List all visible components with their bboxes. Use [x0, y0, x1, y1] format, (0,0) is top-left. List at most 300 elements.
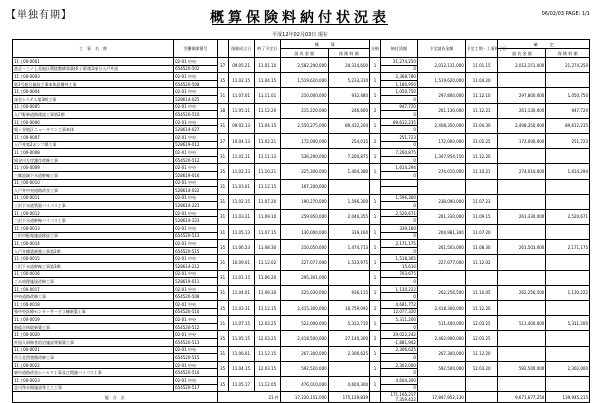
- insurance-number: 02-01 中央: [174, 88, 218, 96]
- total-row: [13, 392, 590, 403]
- final-premium: [546, 270, 590, 285]
- insurance-number: 02-01 中央: [174, 301, 218, 309]
- table-row: [13, 88, 590, 96]
- class-code: 35: [217, 301, 228, 316]
- completion-date: 12.03.20: [465, 361, 498, 376]
- project-code: 11工00-0010: [13, 179, 174, 187]
- final-premium: [546, 376, 590, 391]
- installment: [370, 179, 381, 194]
- end-date: 11.11.13: [254, 149, 280, 164]
- final-premium: 2,520,671: [546, 209, 590, 224]
- final-contract: 172,000,000: [498, 133, 546, 148]
- final-premium: [546, 149, 590, 164]
- completion-date: 11.07.20: [465, 225, 498, 240]
- planned-contract: 267,300,000: [417, 346, 465, 361]
- table-body: [13, 58, 590, 403]
- insurance-number-sub: 528614-223: [174, 217, 218, 225]
- estimate-premium: 339,160: [328, 225, 369, 240]
- final-premium: 1,614,294: [546, 164, 590, 179]
- establish-date: 11.03.31: [228, 301, 254, 316]
- installment: 1: [370, 240, 381, 255]
- project-code: 11工00-0021: [13, 346, 174, 354]
- total-planned: 17,847,952,130: [417, 392, 465, 403]
- final-premium: [546, 179, 590, 194]
- project-name: 第1号総合施設工事本体設備外工事: [13, 80, 174, 88]
- insurance-number: 02-01 中央: [174, 316, 218, 324]
- insurance-number: 02-01 中央: [174, 164, 218, 172]
- paid-amount: 1,614,294: [380, 164, 417, 172]
- estimate-premium: 4,604,300: [328, 376, 369, 391]
- establish-date: 11.05.11: [228, 103, 254, 118]
- final-premium: [546, 225, 590, 240]
- table-row: [13, 133, 590, 141]
- estimate-premium: 27,140,300: [328, 331, 369, 346]
- completion-date: 11.10.05: [465, 285, 498, 300]
- total-count: 23 件: [217, 392, 280, 403]
- project-name: 洗足・三ノ上北地区環境整備事業(6工事)第2部分入戸井設: [13, 65, 174, 73]
- estimate-contract: 267,300,000: [280, 346, 328, 361]
- project-code: 11工00-0004: [13, 88, 174, 96]
- project-code: 11工00-0005: [13, 103, 174, 111]
- installment: 1: [370, 316, 381, 331]
- col-kanryo: 予定工期・工事終了日: [465, 40, 498, 58]
- final-contract: 261,503,000: [498, 240, 546, 255]
- final-contract: 2,408,350,000: [498, 118, 546, 133]
- insurance-number: 02-01 中央: [174, 331, 218, 339]
- project-name: 県中央医療センターサービス棟新築工事: [13, 308, 174, 316]
- paid-amount: 2,368,780: [380, 73, 417, 81]
- establish-date: 11.03.01: [228, 179, 254, 194]
- insurance-number-sub: 528614-212: [174, 263, 218, 271]
- insurance-number: 02-01 中央: [174, 103, 218, 111]
- paid-amount: 4,681,772: [380, 301, 417, 309]
- final-contract: [498, 376, 546, 391]
- installment: 1: [370, 376, 381, 391]
- project-name: 三沢下水道幹線工事第3期: [13, 263, 174, 271]
- paid-amount: 2,306,625: [380, 346, 417, 354]
- estimate-premium: 1,474,713: [328, 240, 369, 255]
- paid-amount: 1,130,222: [380, 285, 417, 293]
- estimate-premium: 89,432,204: [328, 118, 369, 133]
- balance: 0: [380, 65, 417, 73]
- balance: 15,610: [380, 263, 417, 271]
- establish-date: 09.02.13: [228, 118, 254, 133]
- class-code: 31: [217, 88, 228, 103]
- final-premium: 1,130,222: [546, 285, 590, 300]
- completion-date: 12.03.25: [465, 331, 498, 346]
- payment-status-table: [12, 39, 590, 403]
- estimate-contract: 1,519,620,000: [280, 73, 328, 88]
- insurance-number-sub: 654520-512: [174, 156, 218, 164]
- table-row: [13, 194, 590, 202]
- completion-date: 11.02.25: [465, 133, 498, 148]
- insurance-number-sub: 654520-517: [174, 384, 218, 392]
- completion-date: 11.12.23: [465, 103, 498, 118]
- establish-date: 10.09.01: [228, 255, 254, 270]
- estimate-contract: 210,000,000: [280, 88, 328, 103]
- project-code: 11工00-0009: [13, 164, 174, 172]
- establish-date: 11.07.15: [228, 316, 254, 331]
- final-contract: [498, 179, 546, 194]
- balance: 0: [380, 202, 417, 210]
- final-premium: 2,171,175: [546, 240, 590, 255]
- establish-date: 11.05.13: [228, 225, 254, 240]
- col-yotei: 終了予定日: [254, 40, 280, 58]
- project-code: 11工00-0014: [13, 240, 174, 248]
- project-code: 11工00-0020: [13, 331, 174, 339]
- completion-date: 11.01.15: [465, 58, 498, 73]
- paid-amount: 7,260,875: [380, 149, 417, 157]
- planned-contract: [417, 179, 465, 194]
- project-code: 11工00-0011: [13, 194, 174, 202]
- establish-date: 11.01.11: [228, 149, 254, 164]
- paid-amount: 4,604,300: [380, 376, 417, 384]
- estimate-contract: 190,270,000: [280, 194, 328, 209]
- estimate-contract: 210,050,000: [280, 240, 328, 255]
- completion-date: 11.08.30: [465, 240, 498, 255]
- completion-date: 12.03.25: [465, 316, 498, 331]
- planned-contract: 592,500,000: [417, 361, 465, 376]
- col-kakutei-hoken: 保 険 料 額: [546, 49, 590, 58]
- table-row: [13, 285, 590, 293]
- project-name: 市立北図書館改修工事: [13, 354, 174, 362]
- project-name: 三沢下水道管渠バイパス工事: [13, 202, 174, 210]
- insurance-number: 02-01 中央: [174, 376, 218, 384]
- estimate-premium: 5,312,710: [328, 316, 369, 331]
- final-contract: 2,012,151,000: [498, 58, 546, 73]
- planned-contract: 261,130,000: [417, 103, 465, 118]
- final-premium: [546, 194, 590, 209]
- insurance-number-sub: 654520-513: [174, 232, 218, 240]
- planned-contract: 274,010,000: [417, 164, 465, 179]
- class-code: 37: [217, 58, 228, 73]
- estimate-contract: 522,000,000: [280, 316, 328, 331]
- balance: 0: [380, 126, 417, 134]
- planned-contract: 1,519,620,000: [417, 73, 465, 88]
- insurance-number-sub: 528619-012: [174, 141, 218, 149]
- project-code: 11工00-0001: [13, 58, 174, 66]
- class-code: 35: [217, 331, 228, 346]
- table-row: [13, 316, 590, 324]
- table-row: [13, 361, 590, 369]
- project-name: 三沢下水道幹線バイパス工事: [13, 217, 174, 225]
- project-code: 11工00-0019: [13, 316, 174, 324]
- completion-date: 11.04.30: [465, 118, 498, 133]
- project-name: 東中道路改良シールド工事及び関連バイパス工事: [13, 369, 174, 377]
- table-header-row: [13, 40, 590, 49]
- col-gaisan-hoken: 保 険 料 額: [328, 49, 369, 58]
- insurance-number-sub: 528619-011: [174, 278, 218, 286]
- paid-amount: 339,160: [380, 225, 417, 233]
- completion-date: 11.04.20: [465, 73, 498, 88]
- insurance-number: 02-01 中央: [174, 240, 218, 248]
- balance: 0: [380, 232, 417, 240]
- installment: 2: [370, 301, 381, 316]
- insurance-number-sub: 528614-221: [174, 202, 218, 210]
- balance: 0: [380, 141, 417, 149]
- end-date: 11.04.15: [254, 118, 280, 133]
- final-premium: [546, 346, 590, 361]
- final-contract: [498, 194, 546, 209]
- balance: 1,180,950: [380, 80, 417, 88]
- report-header: [0, 0, 600, 30]
- report-title: 概算保険料納付状況表: [210, 10, 390, 26]
- paid-amount: 947,720: [380, 103, 417, 111]
- estimate-premium: 1,533,975: [328, 255, 369, 270]
- completion-date: 11.12.20: [465, 346, 498, 361]
- estimate-contract: 225,300,000: [280, 164, 328, 179]
- insurance-number: 02-01 中央: [174, 58, 218, 66]
- project-code: 11工00-0003: [13, 73, 174, 81]
- balance: 0: [380, 369, 417, 377]
- end-date: 11.12.20: [254, 103, 280, 118]
- installment: 2: [370, 331, 381, 346]
- insurance-number-sub: 528614-027: [174, 126, 218, 134]
- estimate-premium: 1,596,300: [328, 194, 369, 209]
- final-contract: [498, 270, 546, 285]
- planned-contract: 261,503,000: [417, 240, 465, 255]
- insurance-number: 02-01 中央: [174, 149, 218, 157]
- final-contract: 297,800,000: [498, 88, 546, 103]
- completion-date: 11.12.02: [465, 255, 498, 270]
- establish-date: 11.05.15: [228, 331, 254, 346]
- insurance-number-sub: 528614-022: [174, 187, 218, 195]
- insurance-number-sub: 654520-510: [174, 111, 218, 119]
- class-code: 35: [217, 164, 228, 179]
- installment: 1: [370, 118, 381, 133]
- insurance-number: 02-01 中央: [174, 209, 218, 217]
- establish-date: 11.02.13: [228, 164, 254, 179]
- establish-date: 11.04.15: [228, 361, 254, 376]
- paid-amount: 251,723: [380, 133, 417, 141]
- establish-date: 11.05.17: [228, 376, 254, 391]
- estimate-premium: 5,233,310: [328, 73, 369, 88]
- planned-contract: 172,000,000: [417, 133, 465, 148]
- establish-date: 11.04.01: [228, 285, 254, 300]
- final-contract: [498, 331, 546, 346]
- balance: 12,077,320: [380, 308, 417, 316]
- paid-amount: 2,520,671: [380, 209, 417, 217]
- final-contract: [498, 301, 546, 316]
- planned-contract: [417, 270, 465, 285]
- table-row: [13, 149, 590, 157]
- class-code: 35: [217, 376, 228, 391]
- balance: 0: [380, 278, 417, 286]
- project-name: ごみ処理施設改修工事: [13, 278, 174, 286]
- installment: 1: [370, 255, 381, 270]
- paid-amount: 1,050,750: [380, 88, 417, 96]
- table-row: [13, 179, 590, 187]
- final-contract: [498, 225, 546, 240]
- table-row: [13, 209, 590, 217]
- col-kakutei-kin: 請 負 金 額: [498, 49, 546, 58]
- estimate-contract: 536,290,000: [280, 149, 328, 164]
- paid-amount: [380, 179, 417, 187]
- estimate-contract: 2,550,275,000: [280, 118, 328, 133]
- planned-contract: 2,012,131,000: [417, 58, 465, 73]
- total-contract: 17,220,151,000: [280, 392, 328, 403]
- project-code: 11工00-0022: [13, 361, 174, 369]
- paid-amount: 1,596,300: [380, 194, 417, 202]
- final-premium: 89,612,235: [546, 118, 590, 133]
- estimate-premium: 936,115: [328, 285, 369, 300]
- total-paid: [380, 392, 417, 403]
- insurance-number-sub: 654520-510: [174, 308, 218, 316]
- insurance-number-sub: 654520-508: [174, 293, 218, 301]
- end-date: 11.06.20: [254, 270, 280, 285]
- table-row: [13, 103, 590, 111]
- end-date: 11.02.21: [254, 133, 280, 148]
- final-premium: [546, 73, 590, 88]
- estimate-contract: 2,418,500,000: [280, 331, 328, 346]
- table-row: [13, 376, 590, 384]
- estimate-contract: 172,000,000: [280, 133, 328, 148]
- balance: 0: [380, 384, 417, 392]
- class-code: 35: [217, 361, 228, 376]
- project-name: 入戸井第2ポンプ場工事: [13, 141, 174, 149]
- project-name: 三郷流域下水道幹線工事: [13, 171, 174, 179]
- end-date: 11.12.15: [254, 179, 280, 194]
- completion-date: [465, 179, 498, 194]
- insurance-number: 02-01 中央: [174, 361, 218, 369]
- balance: 0: [380, 171, 417, 179]
- end-date: 11.12.05: [254, 376, 280, 391]
- end-date: 11.08.30: [254, 240, 280, 255]
- installment: 1: [370, 73, 381, 88]
- total-final-premium: 139,945,215: [546, 392, 590, 403]
- insurance-number-sub: 654520-515: [174, 354, 218, 362]
- class-code: 31: [217, 179, 228, 194]
- balance: -1,881,942: [380, 338, 417, 346]
- completion-date: [465, 376, 498, 391]
- insurance-number-sub: 654520-502: [174, 65, 218, 73]
- estimate-contract: 295,301,000: [280, 270, 328, 285]
- estimate-premium: 254,015: [328, 133, 369, 148]
- end-date: 11.01.10: [254, 58, 280, 73]
- col-mikomi: 予定請負金額: [417, 40, 465, 58]
- paid-amount: 703,675: [380, 270, 417, 278]
- balance: 0: [380, 247, 417, 255]
- end-date: 11.12.15: [254, 301, 280, 316]
- paid-amount: 2,302,000: [380, 361, 417, 369]
- project-name: 中央道路改修工事: [13, 293, 174, 301]
- establish-date: 09.05.21: [228, 58, 254, 73]
- insurance-number: 02-01 中央: [174, 255, 218, 263]
- project-name: 新総合病院新築工事: [13, 323, 174, 331]
- installment: 1: [370, 88, 381, 103]
- project-name: 鳩谷川左岸護岸改修工事: [13, 156, 174, 164]
- col-gaisan: 概 算: [280, 40, 369, 49]
- estimate-contract: 225,030,000: [280, 285, 328, 300]
- planned-contract: 261,330,000: [417, 209, 465, 224]
- establish-date: 11.06.23: [228, 240, 254, 255]
- end-date: 11.12.02: [254, 255, 280, 270]
- class-code: 31: [217, 255, 228, 270]
- project-name: 外国人研修者宿泊施設等新築工事: [13, 338, 174, 346]
- class-code: 31: [217, 209, 228, 224]
- table-row: [13, 225, 590, 233]
- table-row: [13, 301, 590, 309]
- estimate-premium: 932,480: [328, 88, 369, 103]
- final-contract: [498, 346, 546, 361]
- col-bunno: 分納: [370, 40, 381, 58]
- planned-contract: 511,400,000: [417, 316, 465, 331]
- final-contract: 274,010,000: [498, 164, 546, 179]
- paid-amount: 21,274,250: [380, 58, 417, 66]
- estimate-contract: 167,200,000: [280, 179, 328, 194]
- total-completion: [465, 392, 498, 403]
- class-code: 37: [217, 133, 228, 148]
- class-code: 35: [217, 240, 228, 255]
- table-row: [13, 58, 590, 66]
- planned-contract: [417, 376, 465, 391]
- total-balance: 7,359,422: [395, 397, 416, 403]
- establish-date: 11.02.15: [228, 194, 254, 209]
- class-code: 31: [217, 346, 228, 361]
- balance: [380, 187, 417, 195]
- insurance-number-sub: 654520-508: [174, 80, 218, 88]
- completion-date: [465, 270, 498, 285]
- final-premium: 947,720: [546, 103, 590, 118]
- project-code: 11工00-0013: [13, 225, 174, 233]
- estimate-premium: [328, 179, 369, 194]
- insurance-number: 02-01 中央: [174, 346, 218, 354]
- insurance-number: 02-01 中央: [174, 118, 218, 126]
- paid-amount: 29,022,242: [380, 331, 417, 339]
- establish-date: 11.07.01: [228, 88, 254, 103]
- end-date: 12.03.25: [254, 316, 280, 331]
- end-date: 12.03.15: [254, 361, 280, 376]
- final-contract: 511,400,000: [498, 316, 546, 331]
- estimate-contract: 476,010,000: [280, 376, 328, 391]
- estimate-contract: 259,950,000: [280, 209, 328, 224]
- end-date: 11.09.10: [254, 209, 280, 224]
- end-date: 12.03.25: [254, 331, 280, 346]
- installment: 1: [370, 270, 381, 285]
- insurance-number-sub: 654520-516: [174, 369, 218, 377]
- col-3: [217, 40, 228, 58]
- planned-contract: 262,256,500: [417, 285, 465, 300]
- class-code: 31: [217, 270, 228, 285]
- final-premium: 5,311,200: [546, 316, 590, 331]
- final-premium: 2,302,000: [546, 361, 590, 376]
- end-date: 11.11.01: [254, 88, 280, 103]
- estimate-premium: [328, 361, 369, 376]
- completion-date: 11.10.21: [465, 164, 498, 179]
- col-bango: 労働保険番号: [174, 40, 218, 58]
- table-row: [13, 240, 590, 248]
- end-date: 11.10.21: [254, 164, 280, 179]
- installment: 1: [370, 149, 381, 164]
- paid-amount: 2,171,175: [380, 240, 417, 248]
- col-gaisan-kin: 請 負 金 額: [280, 49, 328, 58]
- project-name: 入戸井橋梁補強工事第2期: [13, 247, 174, 255]
- insurance-number: 02-01 中央: [174, 194, 218, 202]
- class-code: 38: [217, 103, 228, 118]
- estimate-premium: 2,306,625: [328, 346, 369, 361]
- class-code: 31: [217, 285, 228, 300]
- estimate-contract: 592,520,000: [280, 361, 328, 376]
- project-name: 三沢市配電施設移設工事: [13, 232, 174, 240]
- total-installment: [370, 392, 381, 403]
- table-row: [13, 118, 590, 126]
- project-code: 11工00-0015: [13, 255, 174, 263]
- project-code: 11工00-0017: [13, 285, 174, 293]
- project-code: 11工00-0016: [13, 270, 174, 278]
- col-seiritsu: 保険成立日: [228, 40, 254, 58]
- insurance-number: 02-01 中央: [174, 73, 218, 81]
- class-code: 31: [217, 149, 228, 164]
